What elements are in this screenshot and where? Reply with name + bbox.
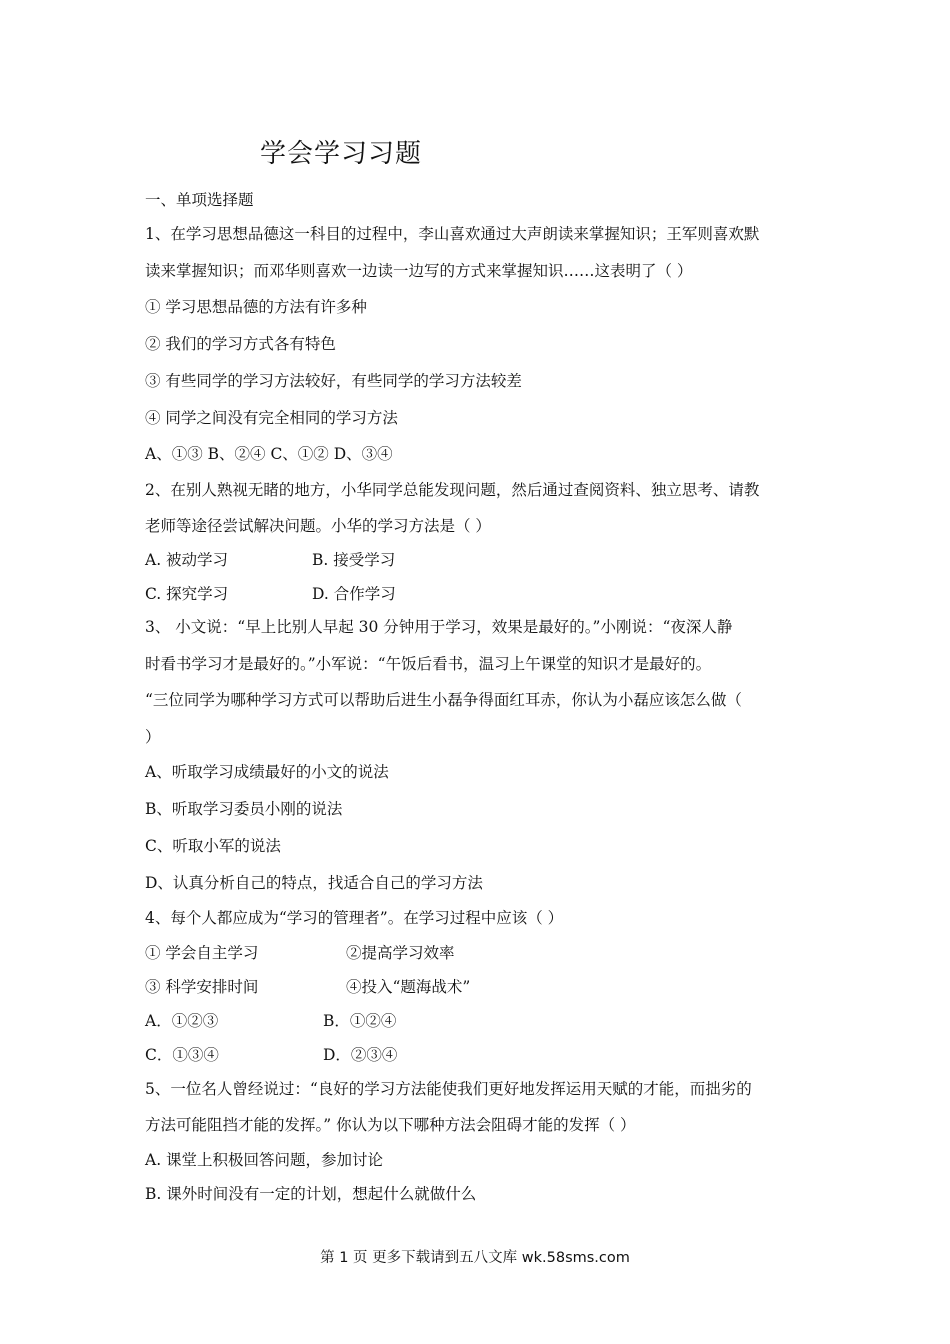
q2-option-d: D. 合作学习 bbox=[312, 585, 396, 603]
q4-option-b: B．①②④ bbox=[323, 1012, 397, 1030]
q1-item-4: ④ 同学之间没有完全相同的学习方法 bbox=[145, 409, 398, 427]
q1-text-line-1: 1、在学习思想品德这一科目的过程中，李山喜欢通过大声朗读来掌握知识；王军则喜欢默 bbox=[145, 225, 760, 243]
q3-option-b: B、听取学习委员小刚的说法 bbox=[145, 800, 343, 818]
q3-text-line-4: ） bbox=[145, 728, 161, 746]
q4-option-d: D．②③④ bbox=[323, 1046, 398, 1064]
q4-item-4: ④投入“题海战术” bbox=[346, 978, 471, 996]
q4-item-1: ① 学会自主学习 bbox=[145, 944, 259, 962]
q1-item-2: ② 我们的学习方式各有特色 bbox=[145, 335, 336, 353]
q2-text-line-2: 老师等途径尝试解决问题。小华的学习方法是（ ） bbox=[145, 517, 491, 535]
q5-option-b: B. 课外时间没有一定的计划，想起什么就做什么 bbox=[145, 1185, 477, 1203]
q3-option-a: A、听取学习成绩最好的小文的说法 bbox=[145, 763, 389, 781]
q2-text-line-1: 2、在别人熟视无睹的地方，小华同学总能发现问题，然后通过查阅资料、独立思考、请教 bbox=[145, 481, 760, 499]
q3-option-d: D、认真分析自己的特点，找适合自己的学习方法 bbox=[145, 874, 483, 892]
q3-text-line-2: 时看书学习才是最好的。”小军说：“午饭后看书，温习上午课堂的知识才是最好的。 bbox=[145, 655, 712, 673]
section-heading: 一、单项选择题 bbox=[145, 191, 254, 209]
q5-option-a: A. 课堂上积极回答问题，参加讨论 bbox=[145, 1151, 384, 1169]
q3-text-line-3: “三位同学为哪种学习方式可以帮助后进生小磊争得面红耳赤，你认为小磊应该怎么做（ bbox=[145, 691, 742, 709]
q4-text-line-1: 4、每个人都应成为“学习的管理者”。在学习过程中应该（ ） bbox=[145, 909, 564, 927]
q2-option-c: C. 探究学习 bbox=[145, 585, 229, 603]
q2-option-b: B. 接受学习 bbox=[312, 551, 396, 569]
page-title: 学会学习习题 bbox=[260, 139, 423, 169]
q1-text-line-2: 读来掌握知识；而邓华则喜欢一边读一边写的方式来掌握知识……这表明了（ ） bbox=[145, 262, 693, 280]
q1-item-3: ③ 有些同学的学习方法较好，有些同学的学习方法较差 bbox=[145, 372, 522, 390]
q2-option-a: A. 被动学习 bbox=[145, 551, 229, 569]
q3-text-line-1: 3、 小文说：“早上比别人早起 30 分钟用于学习，效果是最好的。”小刚说：“夜深人静 bbox=[145, 618, 733, 636]
q5-text-line-2: 方法可能阻挡才能的发挥。” 你认为以下哪种方法会阻碍才能的发挥（ ） bbox=[145, 1116, 636, 1134]
q4-option-c: C．①③④ bbox=[145, 1046, 219, 1064]
q4-item-2: ②提高学习效率 bbox=[346, 944, 455, 962]
q3-option-c: C、听取小军的说法 bbox=[145, 837, 281, 855]
q5-text-line-1: 5、一位名人曾经说过：“良好的学习方法能使我们更好地发挥运用天赋的才能，而拙劣的 bbox=[145, 1080, 752, 1098]
q4-option-a: A．①②③ bbox=[145, 1012, 219, 1030]
q1-item-1: ① 学习思想品德的方法有许多种 bbox=[145, 298, 367, 316]
q1-options: A、①③ B、②④ C、①② D、③④ bbox=[145, 445, 393, 463]
page-footer: 第 1 页 更多下载请到五八文库 wk.58sms.com bbox=[320, 1250, 630, 1266]
q4-item-3: ③ 科学安排时间 bbox=[145, 978, 259, 996]
